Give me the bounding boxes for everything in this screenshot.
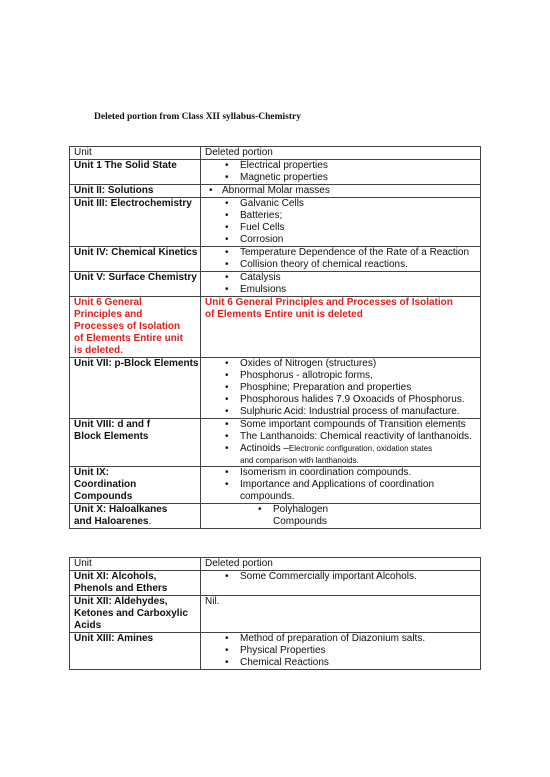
deleted-portion-table-2	[69, 557, 481, 670]
deleted-list	[205, 467, 480, 491]
table-row	[70, 596, 481, 633]
table-row	[70, 504, 481, 529]
unit-name: Unit VII: p-Block Elements	[70, 358, 201, 419]
table-row	[70, 467, 481, 504]
list-item-continuation: Compounds	[273, 516, 327, 527]
unit-name: Unit XIII: Amines	[70, 633, 201, 670]
table-row	[70, 272, 481, 297]
deleted-list	[205, 198, 480, 246]
deleted-list	[205, 571, 480, 583]
list-item: • Catalysis	[205, 272, 480, 284]
list-item: • Oxides of Nitrogen (structures)	[205, 358, 480, 370]
deleted-list	[205, 633, 480, 669]
header-unit: Unit	[70, 558, 201, 571]
list-item: • The Lanthanoids: Chemical reactivity of lanthanoids.	[205, 431, 480, 443]
list-item: • Fuel Cells	[205, 222, 480, 234]
unit-name: Unit V: Surface Chemistry	[70, 272, 201, 297]
deleted-list	[205, 185, 480, 197]
table-row	[70, 633, 481, 670]
unit-name: Unit III: Electrochemistry	[70, 198, 201, 247]
list-item: • Actinoids –Electronic configuration, oxidation states	[205, 443, 480, 455]
table-row	[70, 185, 481, 198]
list-item: • Some important compounds of Transition elements	[205, 419, 480, 431]
deleted-list	[205, 247, 480, 271]
deleted-text: Unit 6 General Principles and Processes of Isolation of Elements Entire unit is deleted	[201, 297, 481, 358]
table-row	[70, 160, 481, 185]
table-row	[70, 358, 481, 419]
table-row	[70, 247, 481, 272]
list-item-continuation: compounds.	[240, 491, 295, 502]
list-item: • Electrical properties	[205, 160, 480, 172]
list-item: • Corrosion	[205, 234, 480, 246]
list-item: • Galvanic Cells	[205, 198, 480, 210]
unit-name: Unit XII: Aldehydes, Ketones and Carboxylic Acids	[70, 596, 201, 633]
list-item: • Collision theory of chemical reactions.	[205, 259, 480, 271]
deleted-portion-table	[69, 146, 481, 529]
deleted-list	[205, 160, 480, 184]
unit-name: Unit X: Haloalkanes and Haloarenes.	[70, 504, 201, 529]
list-item: • Polyhalogen	[205, 504, 480, 516]
list-item: • Isomerism in coordination compounds.	[205, 467, 480, 479]
list-item-continuation: and comparison with lanthanoids.	[240, 456, 359, 465]
table-row	[70, 198, 481, 247]
unit-name: Unit XI: Alcohols, Phenols and Ethers	[70, 571, 201, 596]
list-item: • Method of preparation of Diazonium salts.	[205, 633, 480, 645]
unit-name: Unit VIII: d and f Block Elements	[70, 419, 201, 467]
list-item: • Emulsions	[205, 284, 480, 296]
unit-name: Unit 1 The Solid State	[70, 160, 201, 185]
deleted-list	[205, 358, 480, 418]
deleted-text: Nil.	[201, 596, 481, 633]
table-header-row	[70, 147, 481, 160]
table-row	[70, 297, 481, 358]
header-unit: Unit	[70, 147, 201, 160]
unit-name: Unit IX: Coordination Compounds	[70, 467, 201, 504]
list-item: • Abnormal Molar masses	[205, 185, 480, 197]
unit-name: Unit 6 General Principles and Processes of Isolation of Elements Entire unit is deleted.	[70, 297, 201, 358]
list-item: • Some Commercially important Alcohols.	[205, 571, 480, 583]
list-item: • Phosphorus - allotropic forms,	[205, 370, 480, 382]
deleted-list	[205, 419, 480, 455]
table-header-row	[70, 558, 481, 571]
header-deleted-portion: Deleted portion	[201, 558, 481, 571]
list-item: • Batteries;	[205, 210, 480, 222]
table-row	[70, 571, 481, 596]
table-row	[70, 419, 481, 467]
page-title: Deleted portion from Class XII syllabus-Chemistry	[94, 112, 301, 122]
list-item: • Magnetic properties	[205, 172, 480, 184]
header-deleted-portion: Deleted portion	[201, 147, 481, 160]
list-item: • Importance and Applications of coordination	[205, 479, 480, 491]
unit-name: Unit IV: Chemical Kinetics	[70, 247, 201, 272]
list-item: • Physical Properties	[205, 645, 480, 657]
list-item: • Phosphine; Preparation and properties	[205, 382, 480, 394]
deleted-list	[205, 272, 480, 296]
list-item: • Chemical Reactions	[205, 657, 480, 669]
list-item: • Phosphorous halides 7.9 Oxoacids of Phosphorus.	[205, 394, 480, 406]
deleted-list	[205, 504, 480, 516]
list-item: • Sulphuric Acid: Industrial process of manufacture.	[205, 406, 480, 418]
unit-name: Unit II: Solutions	[70, 185, 201, 198]
list-item: • Temperature Dependence of the Rate of a Reaction	[205, 247, 480, 259]
